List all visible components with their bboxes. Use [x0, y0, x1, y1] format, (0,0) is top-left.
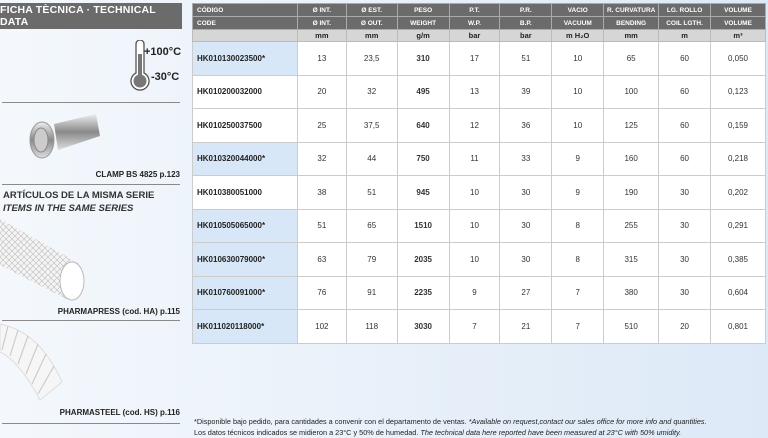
unit-cell: m	[659, 30, 711, 42]
table-cell: 0,050	[711, 42, 766, 76]
table-cell: 190	[604, 176, 659, 210]
table-cell: 65	[604, 42, 659, 76]
table-cell: 10	[449, 209, 500, 243]
table-cell: 17	[449, 42, 500, 76]
unit-cell: m H₂O	[552, 30, 604, 42]
table-cell: 2035	[397, 243, 449, 277]
table-cell: 30	[659, 243, 711, 277]
table-cell: 7	[552, 310, 604, 344]
table-cell: 10	[552, 109, 604, 143]
table-row	[193, 42, 766, 76]
table-cell: 30	[500, 209, 552, 243]
unit-cell	[193, 30, 298, 42]
table-cell: 32	[346, 75, 397, 109]
table-cell: 60	[659, 109, 711, 143]
table-cell: 25	[297, 109, 346, 143]
column-header: CÓDIGO	[193, 4, 298, 17]
table-cell: 640	[397, 109, 449, 143]
table-cell: 91	[346, 276, 397, 310]
table-row	[193, 176, 766, 210]
column-header: P.T.	[449, 4, 500, 17]
product-code-cell[interactable]: HK010130023500*	[193, 42, 298, 76]
unit-cell: mm	[604, 30, 659, 42]
table-row	[193, 142, 766, 176]
unit-cell: m³	[711, 30, 766, 42]
column-header: LG. ROLLO	[659, 4, 711, 17]
column-header: COIL LGTH.	[659, 17, 711, 30]
column-header: R. CURVATURA	[604, 4, 659, 17]
product-code-cell[interactable]: HK010320044000*	[193, 142, 298, 176]
column-header: BENDING	[604, 17, 659, 30]
series-title-en: ITEMS IN THE SAME SERIES	[3, 203, 134, 214]
table-cell: 9	[449, 276, 500, 310]
min-temperature: -30°C	[151, 71, 180, 83]
table-cell: 0,202	[711, 176, 766, 210]
table-cell: 0,218	[711, 142, 766, 176]
column-header: VACIO	[552, 4, 604, 17]
series-title-es: ARTÍCULOS DE LA MISMA SERIE	[3, 190, 155, 201]
table-cell: 160	[604, 142, 659, 176]
column-header: VACUUM	[552, 17, 604, 30]
column-header: P.R.	[500, 4, 552, 17]
table-cell: 30	[659, 176, 711, 210]
table-cell: 37,5	[346, 109, 397, 143]
left-panel	[0, 0, 182, 438]
table-cell: 10	[552, 42, 604, 76]
temperature-range	[128, 40, 180, 92]
table-cell: 9	[552, 176, 604, 210]
table-cell: 33	[500, 142, 552, 176]
table-cell: 30	[500, 176, 552, 210]
product-code-cell[interactable]: HK010505065000*	[193, 209, 298, 243]
unit-cell: g/m	[397, 30, 449, 42]
table-cell: 510	[604, 310, 659, 344]
table-cell: 51	[297, 209, 346, 243]
table-cell: 100	[604, 75, 659, 109]
product-code-cell[interactable]: HK010630079000*	[193, 243, 298, 277]
table-row	[193, 310, 766, 344]
table-cell: 310	[397, 42, 449, 76]
footnote	[194, 416, 707, 438]
table-cell: 32	[297, 142, 346, 176]
table-cell: 0,123	[711, 75, 766, 109]
table-cell: 0,385	[711, 243, 766, 277]
footnote-availability-en: *Available on request,contact our sales office for more info and quantities.	[468, 417, 707, 426]
product-code-cell[interactable]: HK010200032000	[193, 75, 298, 109]
technical-data-table	[192, 3, 766, 344]
divider	[2, 184, 180, 185]
table-cell: 0,291	[711, 209, 766, 243]
table-cell: 10	[449, 243, 500, 277]
pharmasteel-hose-image	[0, 322, 70, 402]
table-cell: 9	[552, 142, 604, 176]
table-row	[193, 209, 766, 243]
table-cell: 65	[346, 209, 397, 243]
table-cell: 12	[449, 109, 500, 143]
table-cell: 7	[449, 310, 500, 344]
column-header: VOLUME	[711, 4, 766, 17]
max-temperature: +100°C	[144, 46, 182, 58]
column-header: Ø INT.	[297, 4, 346, 17]
table-cell: 60	[659, 75, 711, 109]
table-cell: 60	[659, 142, 711, 176]
table-cell: 20	[297, 75, 346, 109]
divider	[2, 423, 180, 424]
table-row	[193, 276, 766, 310]
table-cell: 79	[346, 243, 397, 277]
table-row	[193, 75, 766, 109]
page-title: FICHA TÈCNICA · TECHNICAL DATA	[0, 3, 182, 29]
table-cell: 13	[449, 75, 500, 109]
table-cell: 20	[659, 310, 711, 344]
table-cell: 10	[449, 176, 500, 210]
table-cell: 10	[552, 75, 604, 109]
table-cell: 44	[346, 142, 397, 176]
clamp-fitting-image	[24, 110, 104, 166]
table-cell: 21	[500, 310, 552, 344]
table-cell: 0,159	[711, 109, 766, 143]
table-cell: 315	[604, 243, 659, 277]
product-code-cell[interactable]: HK010250037500	[193, 109, 298, 143]
table-row	[193, 109, 766, 143]
footnote-availability-es: *Disponible bajo pedido, para cantidades a convenir con el departamento de ventas.	[194, 417, 467, 426]
table-cell: 3030	[397, 310, 449, 344]
table-cell: 60	[659, 42, 711, 76]
table-cell: 51	[500, 42, 552, 76]
pharmapress-caption[interactable]: PHARMAPRESS (cod. HA) p.115	[57, 307, 180, 316]
table-cell: 39	[500, 75, 552, 109]
divider	[2, 320, 180, 321]
divider	[2, 102, 180, 103]
same-series-heading	[3, 189, 154, 215]
table-cell: 30	[500, 243, 552, 277]
table-cell: 8	[552, 209, 604, 243]
table-cell: 1510	[397, 209, 449, 243]
header-row-es	[193, 4, 766, 17]
product-code-cell[interactable]: HK011020118000*	[193, 310, 298, 344]
product-code-cell[interactable]: HK010760091000*	[193, 276, 298, 310]
table-cell: 11	[449, 142, 500, 176]
header-row-en	[193, 17, 766, 30]
table-cell: 13	[297, 42, 346, 76]
table-cell: 0,604	[711, 276, 766, 310]
table-cell: 102	[297, 310, 346, 344]
unit-cell: mm	[346, 30, 397, 42]
column-header: B.P.	[500, 17, 552, 30]
column-header: WEIGHT	[397, 17, 449, 30]
unit-cell: bar	[500, 30, 552, 42]
table-cell: 7	[552, 276, 604, 310]
table-cell: 2235	[397, 276, 449, 310]
table-cell: 27	[500, 276, 552, 310]
table-cell: 0,801	[711, 310, 766, 344]
column-header: Ø EST.	[346, 4, 397, 17]
pharmapress-hose-image	[0, 215, 92, 303]
product-code-cell[interactable]: HK010380051000	[193, 176, 298, 210]
table-cell: 380	[604, 276, 659, 310]
table-cell: 255	[604, 209, 659, 243]
units-row	[193, 30, 766, 42]
pharmasteel-caption[interactable]: PHARMASTEEL (cod. HS) p.116	[59, 408, 180, 417]
unit-cell: mm	[297, 30, 346, 42]
column-header: Ø OUT.	[346, 17, 397, 30]
clamp-caption: CLAMP BS 4825 p.123	[95, 170, 180, 179]
table-cell: 8	[552, 243, 604, 277]
table-cell: 945	[397, 176, 449, 210]
table-cell: 495	[397, 75, 449, 109]
table-cell: 30	[659, 276, 711, 310]
column-header: CODE	[193, 17, 298, 30]
footnote-conditions-en: The technical data here reported have been measured at 23°C with 50% umidity.	[420, 428, 682, 437]
table-cell: 76	[297, 276, 346, 310]
footnote-conditions-es: Los datos técnicos indicados se midieron a 23°C y 50% de humedad.	[194, 428, 419, 437]
table-cell: 750	[397, 142, 449, 176]
column-header: VOLUME	[711, 17, 766, 30]
table-cell: 125	[604, 109, 659, 143]
column-header: PESO	[397, 4, 449, 17]
table-cell: 118	[346, 310, 397, 344]
table-cell: 23,5	[346, 42, 397, 76]
table-cell: 38	[297, 176, 346, 210]
table-cell: 30	[659, 209, 711, 243]
column-header: Ø INT.	[297, 17, 346, 30]
table-row	[193, 243, 766, 277]
table-cell: 63	[297, 243, 346, 277]
table-cell: 51	[346, 176, 397, 210]
table-cell: 36	[500, 109, 552, 143]
unit-cell: bar	[449, 30, 500, 42]
column-header: W.P.	[449, 17, 500, 30]
